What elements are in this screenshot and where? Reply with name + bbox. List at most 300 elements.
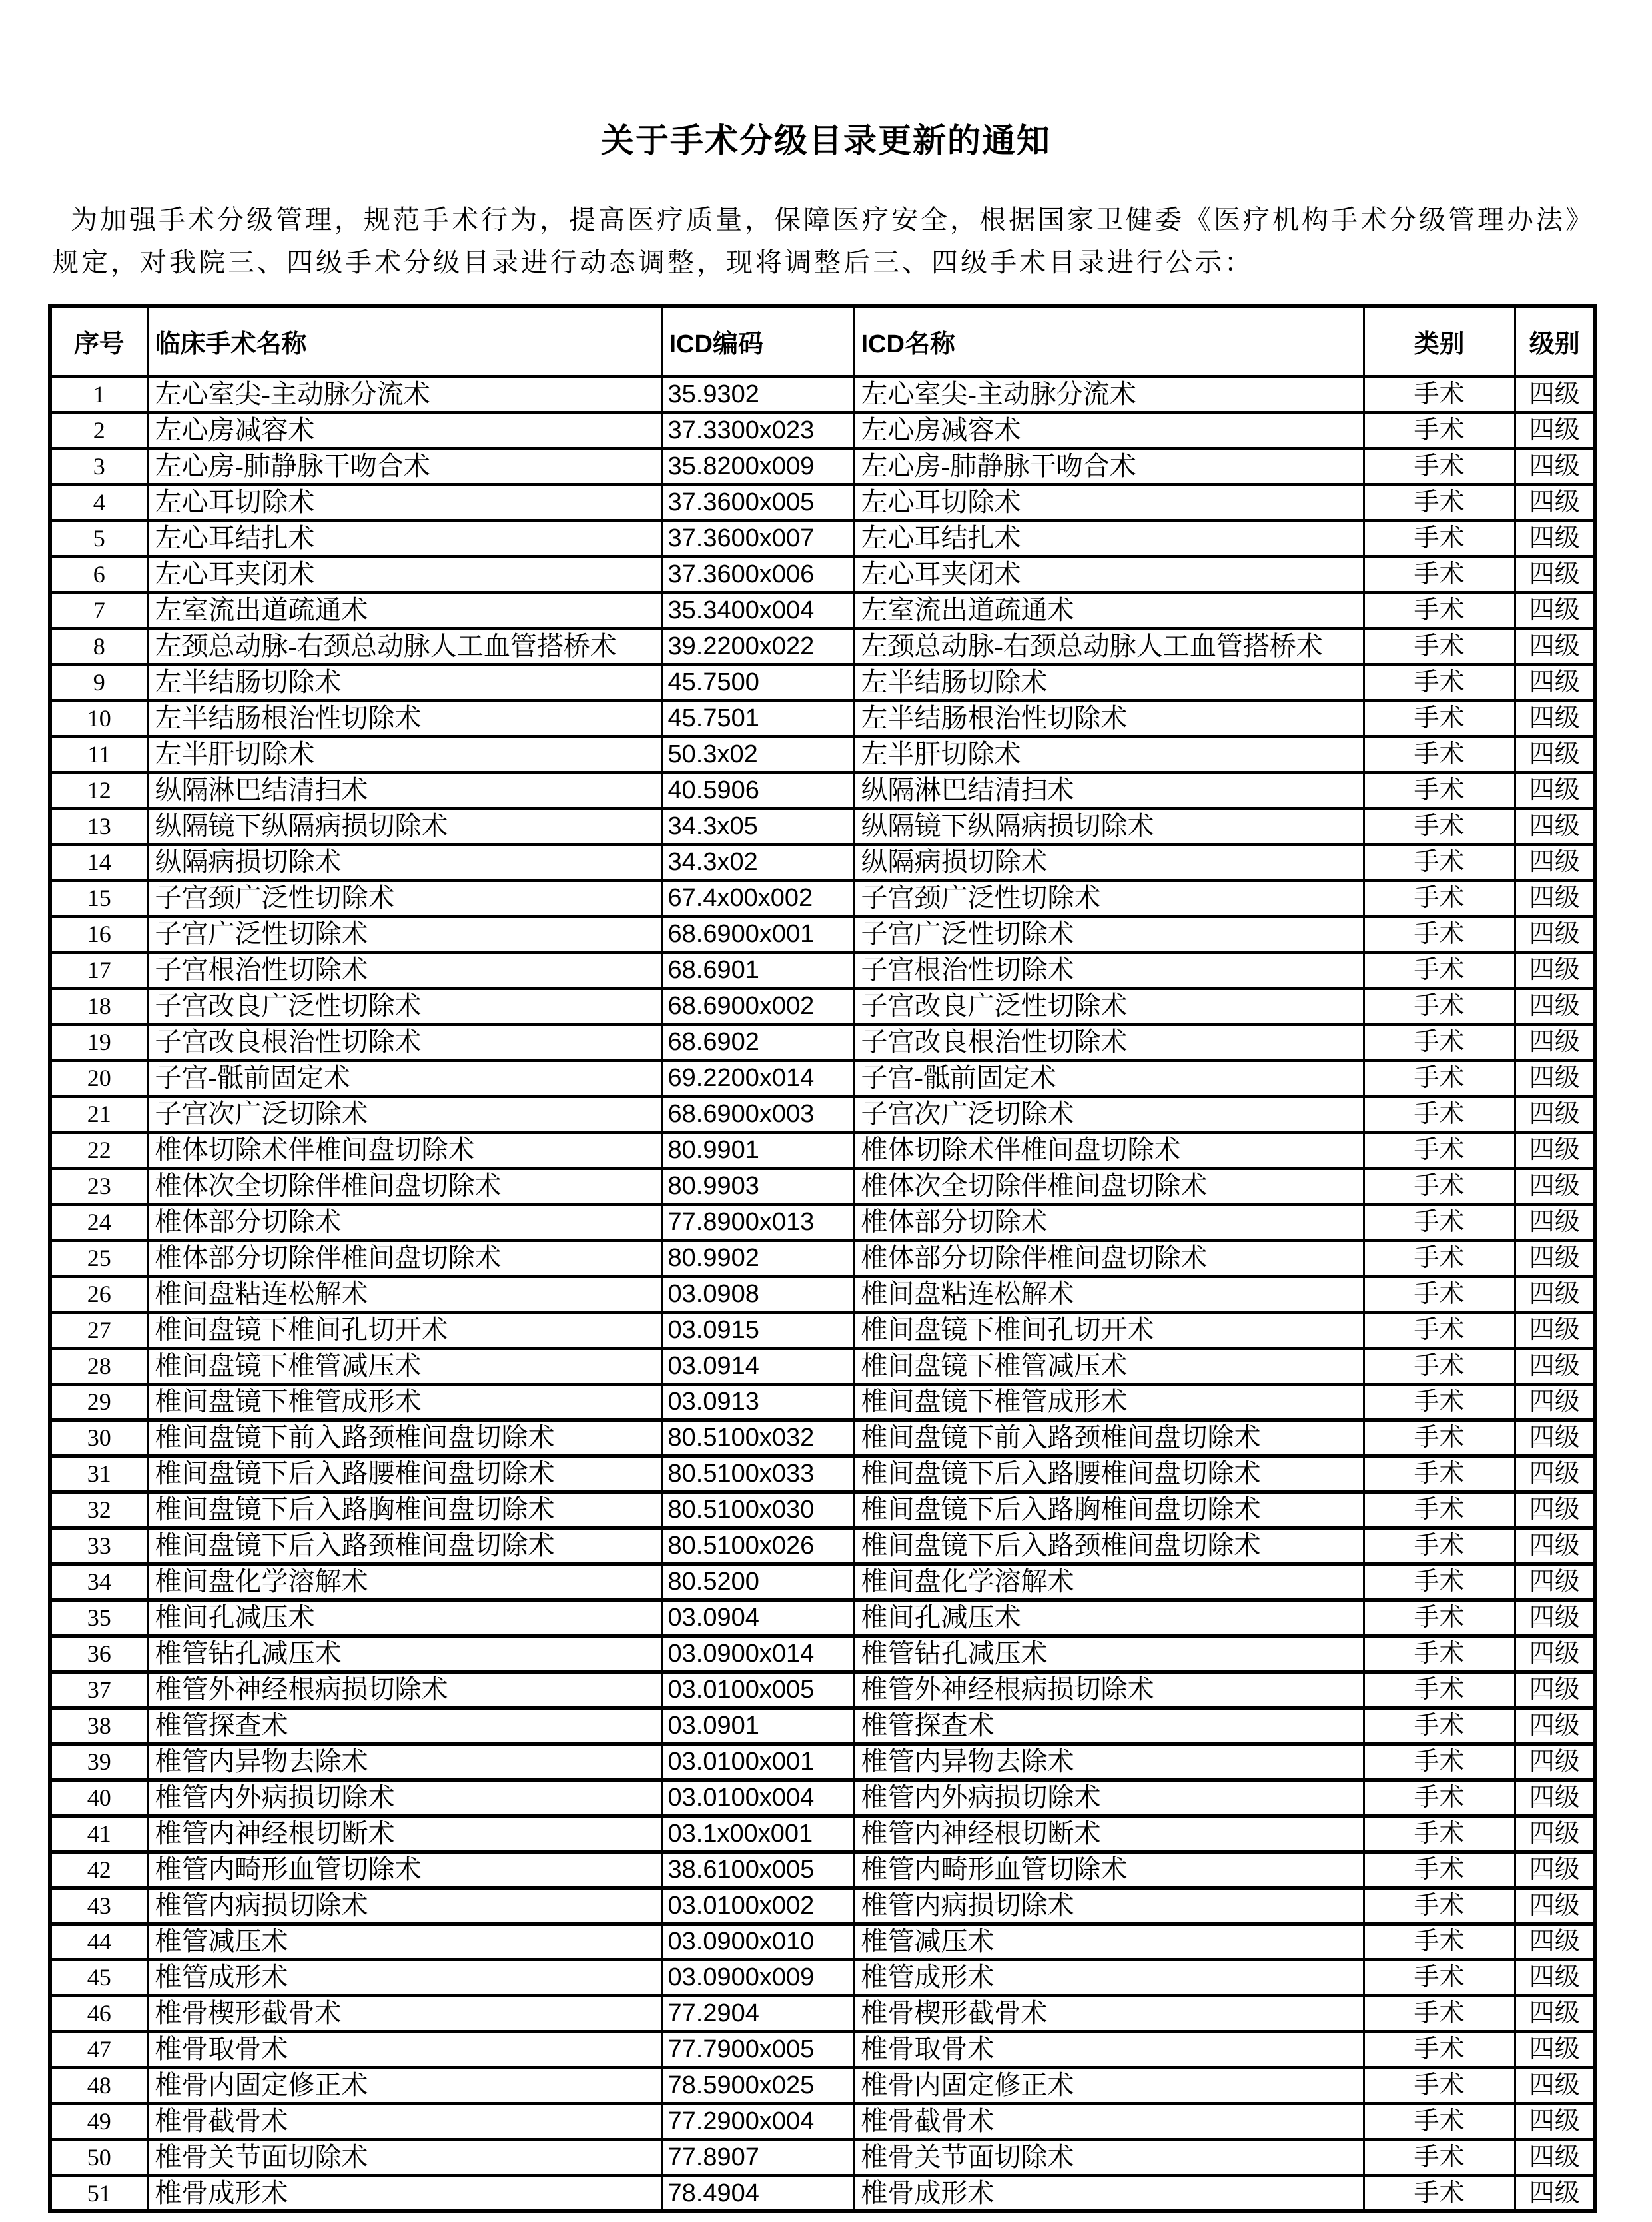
level: 四级 [1515,1168,1595,1204]
icd-name: 左心耳切除术 [853,484,1364,520]
table-row [50,2031,1595,2067]
row-number: 32 [50,1492,147,1528]
icd-name: 左心房减容术 [853,412,1364,448]
level: 四级 [1515,592,1595,628]
surgery-name: 子宫广泛性切除术 [147,916,661,952]
icd-code: 35.8200x009 [661,448,853,484]
icd-code: 37.3600x006 [661,556,853,592]
table-row [50,592,1595,628]
surgery-name: 子宫次广泛切除术 [147,1096,661,1132]
surgery-name: 椎骨成形术 [147,2175,661,2211]
table-row [50,1420,1595,1456]
table-row [50,376,1595,412]
icd-code: 03.1x00x001 [661,1816,853,1852]
table-row [50,880,1595,916]
row-number: 20 [50,1060,147,1096]
category: 手术 [1364,1995,1515,2031]
table-row [50,448,1595,484]
icd-name: 椎间盘镜下椎管减压术 [853,1348,1364,1384]
icd-name: 左心耳夹闭术 [853,556,1364,592]
icd-code: 03.0913 [661,1384,853,1420]
row-number: 31 [50,1456,147,1492]
row-number: 17 [50,952,147,988]
icd-code: 35.3400x004 [661,592,853,628]
surgery-name: 纵隔淋巴结清扫术 [147,772,661,808]
table-row [50,988,1595,1024]
icd-name: 子宫次广泛切除术 [853,1096,1364,1132]
surgery-name: 左心耳切除术 [147,484,661,520]
category: 手术 [1364,1384,1515,1420]
row-number: 28 [50,1348,147,1384]
table-body [50,376,1595,2211]
surgery-name: 椎体部分切除伴椎间盘切除术 [147,1240,661,1276]
icd-code: 77.8900x013 [661,1204,853,1240]
row-number: 48 [50,2067,147,2103]
icd-code: 34.3x05 [661,808,853,844]
row-number: 13 [50,808,147,844]
row-number: 16 [50,916,147,952]
icd-name: 椎管钻孔减压术 [853,1636,1364,1672]
surgery-name: 椎管内异物去除术 [147,1744,661,1780]
level: 四级 [1515,1780,1595,1816]
category: 手术 [1364,556,1515,592]
icd-name: 子宫根治性切除术 [853,952,1364,988]
category: 手术 [1364,1708,1515,1744]
category: 手术 [1364,736,1515,772]
surgery-name: 椎体部分切除术 [147,1204,661,1240]
category: 手术 [1364,1780,1515,1816]
row-number: 34 [50,1564,147,1600]
level: 四级 [1515,520,1595,556]
surgery-name: 子宫改良广泛性切除术 [147,988,661,1024]
category: 手术 [1364,2175,1515,2211]
header-level: 级别 [1515,306,1595,376]
surgery-name: 椎间盘镜下椎管成形术 [147,1384,661,1420]
level: 四级 [1515,1132,1595,1168]
icd-code: 03.0100x004 [661,1780,853,1816]
category: 手术 [1364,520,1515,556]
level: 四级 [1515,1744,1595,1780]
icd-name: 椎管减压术 [853,1924,1364,1959]
surgery-name: 左室流出道疏通术 [147,592,661,628]
category: 手术 [1364,952,1515,988]
surgery-name: 椎管成形术 [147,1959,661,1995]
table-row [50,1204,1595,1240]
icd-code: 68.6900x002 [661,988,853,1024]
surgery-name: 左半结肠切除术 [147,664,661,700]
icd-code: 39.2200x022 [661,628,853,664]
surgery-name: 左颈总动脉-右颈总动脉人工血管搭桥术 [147,628,661,664]
category: 手术 [1364,664,1515,700]
category: 手术 [1364,1492,1515,1528]
icd-name: 椎间盘化学溶解术 [853,1564,1364,1600]
icd-code: 03.0900x014 [661,1636,853,1672]
category: 手术 [1364,1528,1515,1564]
icd-code: 45.7500 [661,664,853,700]
row-number: 11 [50,736,147,772]
icd-name: 椎管内外病损切除术 [853,1780,1364,1816]
level: 四级 [1515,1852,1595,1888]
surgery-name: 左心耳结扎术 [147,520,661,556]
icd-code: 03.0100x001 [661,1744,853,1780]
table-row [50,1132,1595,1168]
category: 手术 [1364,1096,1515,1132]
category: 手术 [1364,412,1515,448]
icd-code: 03.0901 [661,1708,853,1744]
icd-name: 椎间盘镜下后入路颈椎间盘切除术 [853,1528,1364,1564]
row-number: 35 [50,1600,147,1636]
icd-name: 椎管内畸形血管切除术 [853,1852,1364,1888]
header-icd-code: ICD编码 [661,306,853,376]
level: 四级 [1515,1384,1595,1420]
level: 四级 [1515,1959,1595,1995]
category: 手术 [1364,628,1515,664]
row-number: 23 [50,1168,147,1204]
icd-code: 40.5906 [661,772,853,808]
level: 四级 [1515,2031,1595,2067]
row-number: 3 [50,448,147,484]
level: 四级 [1515,1348,1595,1384]
table-row [50,952,1595,988]
level: 四级 [1515,556,1595,592]
icd-name: 椎间盘镜下后入路腰椎间盘切除术 [853,1456,1364,1492]
icd-code: 45.7501 [661,700,853,736]
table-row [50,1348,1595,1384]
row-number: 30 [50,1420,147,1456]
icd-code: 03.0100x005 [661,1672,853,1708]
category: 手术 [1364,1744,1515,1780]
icd-code: 50.3x02 [661,736,853,772]
surgery-name: 椎管内外病损切除术 [147,1780,661,1816]
surgery-name: 椎管内神经根切断术 [147,1816,661,1852]
row-number: 5 [50,520,147,556]
level: 四级 [1515,1564,1595,1600]
icd-code: 78.5900x025 [661,2067,853,2103]
table-row [50,1168,1595,1204]
icd-name: 椎间盘镜下椎间孔切开术 [853,1312,1364,1348]
row-number: 10 [50,700,147,736]
level: 四级 [1515,448,1595,484]
table-row [50,1959,1595,1995]
level: 四级 [1515,1600,1595,1636]
level: 四级 [1515,952,1595,988]
icd-code: 03.0914 [661,1348,853,1384]
category: 手术 [1364,1636,1515,1672]
surgery-name: 椎管减压术 [147,1924,661,1959]
level: 四级 [1515,1060,1595,1096]
row-number: 18 [50,988,147,1024]
surgery-name: 左半肝切除术 [147,736,661,772]
table-row [50,1456,1595,1492]
level: 四级 [1515,2103,1595,2139]
surgery-name: 椎间盘镜下椎间孔切开术 [147,1312,661,1348]
row-number: 40 [50,1780,147,1816]
icd-name: 子宫颈广泛性切除术 [853,880,1364,916]
surgery-name: 椎管钻孔减压术 [147,1636,661,1672]
level: 四级 [1515,988,1595,1024]
table-row [50,1312,1595,1348]
level: 四级 [1515,1096,1595,1132]
surgery-name: 左心耳夹闭术 [147,556,661,592]
icd-name: 椎体部分切除伴椎间盘切除术 [853,1240,1364,1276]
icd-code: 68.6900x001 [661,916,853,952]
surgery-name: 椎体切除术伴椎间盘切除术 [147,1132,661,1168]
icd-code: 69.2200x014 [661,1060,853,1096]
icd-code: 03.0900x009 [661,1959,853,1995]
level: 四级 [1515,1636,1595,1672]
table-row [50,808,1595,844]
icd-name: 椎管探查术 [853,1708,1364,1744]
icd-name: 椎骨内固定修正术 [853,2067,1364,2103]
icd-code: 68.6902 [661,1024,853,1060]
surgery-name: 左心房减容术 [147,412,661,448]
level: 四级 [1515,2139,1595,2175]
surgery-name: 子宫改良根治性切除术 [147,1024,661,1060]
level: 四级 [1515,1708,1595,1744]
table-row [50,1276,1595,1312]
level: 四级 [1515,664,1595,700]
surgery-name: 椎体次全切除伴椎间盘切除术 [147,1168,661,1204]
surgery-name: 左心室尖-主动脉分流术 [147,376,661,412]
category: 手术 [1364,2031,1515,2067]
icd-name: 左心室尖-主动脉分流术 [853,376,1364,412]
icd-code: 03.0904 [661,1600,853,1636]
table-row [50,1384,1595,1420]
row-number: 19 [50,1024,147,1060]
icd-name: 左室流出道疏通术 [853,592,1364,628]
icd-code: 38.6100x005 [661,1852,853,1888]
category: 手术 [1364,772,1515,808]
icd-name: 椎体切除术伴椎间盘切除术 [853,1132,1364,1168]
level: 四级 [1515,1995,1595,2031]
intro-paragraph: 为加强手术分级管理，规范手术行为，提高医疗质量，保障医疗安全，根据国家卫健委《医疗机构手术分级管理办法》规定，对我院三、四级手术分级目录进行动态调整，现将调整后三、四级手术目录进行公示： [52,205,1595,277]
icd-name: 椎体部分切除术 [853,1204,1364,1240]
icd-name: 左心房-肺静脉干吻合术 [853,448,1364,484]
row-number: 43 [50,1888,147,1924]
icd-code: 68.6900x003 [661,1096,853,1132]
icd-code: 67.4x00x002 [661,880,853,916]
table-row [50,844,1595,880]
icd-code: 80.5100x030 [661,1492,853,1528]
category: 手术 [1364,1924,1515,1959]
icd-name: 子宫改良广泛性切除术 [853,988,1364,1024]
icd-code: 68.6901 [661,952,853,988]
level: 四级 [1515,1420,1595,1456]
icd-name: 子宫广泛性切除术 [853,916,1364,952]
level: 四级 [1515,700,1595,736]
table-row [50,916,1595,952]
surgery-name: 椎管外神经根病损切除术 [147,1672,661,1708]
table-row [50,2139,1595,2175]
table-row [50,484,1595,520]
level: 四级 [1515,1924,1595,1959]
surgery-name: 椎管探查术 [147,1708,661,1744]
row-number: 4 [50,484,147,520]
icd-name: 椎间盘粘连松解术 [853,1276,1364,1312]
category: 手术 [1364,1600,1515,1636]
table-row [50,520,1595,556]
row-number: 22 [50,1132,147,1168]
surgery-name: 子宫-骶前固定术 [147,1060,661,1096]
category: 手术 [1364,2103,1515,2139]
category: 手术 [1364,1959,1515,1995]
level: 四级 [1515,1204,1595,1240]
icd-name: 椎管内神经根切断术 [853,1816,1364,1852]
table-row [50,1060,1595,1096]
table-row [50,736,1595,772]
table-row [50,412,1595,448]
level: 四级 [1515,2175,1595,2211]
icd-code: 78.4904 [661,2175,853,2211]
icd-name: 椎骨截骨术 [853,2103,1364,2139]
icd-name: 纵隔淋巴结清扫术 [853,772,1364,808]
icd-code: 35.9302 [661,376,853,412]
table-row [50,1888,1595,1924]
surgery-name: 纵隔镜下纵隔病损切除术 [147,808,661,844]
category: 手术 [1364,1276,1515,1312]
row-number: 42 [50,1852,147,1888]
category: 手术 [1364,2139,1515,2175]
row-number: 12 [50,772,147,808]
table-row [50,1816,1595,1852]
page-title: 关于手术分级目录更新的通知 [601,122,1051,159]
table-row [50,1780,1595,1816]
category: 手术 [1364,1168,1515,1204]
header-category: 类别 [1364,306,1515,376]
icd-code: 80.9903 [661,1168,853,1204]
surgery-name: 椎管内病损切除术 [147,1888,661,1924]
category: 手术 [1364,1132,1515,1168]
icd-code: 37.3600x005 [661,484,853,520]
icd-code: 80.5100x026 [661,1528,853,1564]
icd-name: 左心耳结扎术 [853,520,1364,556]
category: 手术 [1364,1816,1515,1852]
icd-name: 纵隔病损切除术 [853,844,1364,880]
icd-name: 椎体次全切除伴椎间盘切除术 [853,1168,1364,1204]
row-number: 46 [50,1995,147,2031]
level: 四级 [1515,772,1595,808]
table-row [50,1096,1595,1132]
icd-code: 80.9901 [661,1132,853,1168]
table-row [50,556,1595,592]
category: 手术 [1364,1672,1515,1708]
surgery-name: 椎间盘镜下后入路胸椎间盘切除术 [147,1492,661,1528]
surgery-name: 椎骨内固定修正术 [147,2067,661,2103]
surgery-name: 子宫根治性切除术 [147,952,661,988]
icd-code: 77.2904 [661,1995,853,2031]
level: 四级 [1515,736,1595,772]
row-number: 49 [50,2103,147,2139]
icd-code: 37.3300x023 [661,412,853,448]
surgery-name: 纵隔病损切除术 [147,844,661,880]
icd-name: 左半结肠切除术 [853,664,1364,700]
surgery-name: 椎管内畸形血管切除术 [147,1852,661,1888]
category: 手术 [1364,1348,1515,1384]
row-number: 50 [50,2139,147,2175]
row-number: 29 [50,1384,147,1420]
table-row [50,1924,1595,1959]
level: 四级 [1515,1024,1595,1060]
icd-name: 子宫改良根治性切除术 [853,1024,1364,1060]
table-row [50,1492,1595,1528]
category: 手术 [1364,1420,1515,1456]
surgery-name: 子宫颈广泛性切除术 [147,880,661,916]
row-number: 51 [50,2175,147,2211]
category: 手术 [1364,448,1515,484]
table-header [50,306,1595,376]
row-number: 36 [50,1636,147,1672]
icd-name: 椎间孔减压术 [853,1600,1364,1636]
icd-name: 椎管内病损切除术 [853,1888,1364,1924]
level: 四级 [1515,1888,1595,1924]
header-row [50,306,1595,376]
row-number: 14 [50,844,147,880]
surgery-catalog-table [48,304,1597,2213]
row-number: 37 [50,1672,147,1708]
surgery-name: 椎间盘镜下后入路颈椎间盘切除术 [147,1528,661,1564]
surgery-name: 椎骨关节面切除术 [147,2139,661,2175]
level: 四级 [1515,808,1595,844]
level: 四级 [1515,1276,1595,1312]
icd-code: 77.8907 [661,2139,853,2175]
category: 手术 [1364,844,1515,880]
level: 四级 [1515,880,1595,916]
table-row [50,1528,1595,1564]
icd-name: 椎管成形术 [853,1959,1364,1995]
icd-code: 77.2900x004 [661,2103,853,2139]
table-row [50,2175,1595,2211]
level: 四级 [1515,916,1595,952]
category: 手术 [1364,484,1515,520]
table-row [50,1708,1595,1744]
level: 四级 [1515,376,1595,412]
row-number: 38 [50,1708,147,1744]
icd-code: 80.5100x032 [661,1420,853,1456]
table-row [50,1672,1595,1708]
category: 手术 [1364,700,1515,736]
category: 手术 [1364,1240,1515,1276]
category: 手术 [1364,376,1515,412]
surgery-name: 椎间盘镜下前入路颈椎间盘切除术 [147,1420,661,1456]
level: 四级 [1515,1528,1595,1564]
table-row [50,1995,1595,2031]
category: 手术 [1364,592,1515,628]
surgery-name: 椎间盘粘连松解术 [147,1276,661,1312]
header-surgery-name: 临床手术名称 [147,306,661,376]
level: 四级 [1515,1312,1595,1348]
icd-code: 03.0908 [661,1276,853,1312]
table-row [50,1852,1595,1888]
level: 四级 [1515,1456,1595,1492]
category: 手术 [1364,988,1515,1024]
row-number: 2 [50,412,147,448]
table-row [50,1240,1595,1276]
level: 四级 [1515,412,1595,448]
icd-code: 03.0915 [661,1312,853,1348]
icd-name: 椎骨关节面切除术 [853,2139,1364,2175]
icd-name: 纵隔镜下纵隔病损切除术 [853,808,1364,844]
row-number: 7 [50,592,147,628]
icd-code: 80.5200 [661,1564,853,1600]
icd-code: 80.9902 [661,1240,853,1276]
icd-name: 子宫-骶前固定术 [853,1060,1364,1096]
row-number: 15 [50,880,147,916]
level: 四级 [1515,1672,1595,1708]
icd-name: 椎骨取骨术 [853,2031,1364,2067]
icd-name: 椎骨成形术 [853,2175,1364,2211]
icd-code: 03.0900x010 [661,1924,853,1959]
row-number: 9 [50,664,147,700]
